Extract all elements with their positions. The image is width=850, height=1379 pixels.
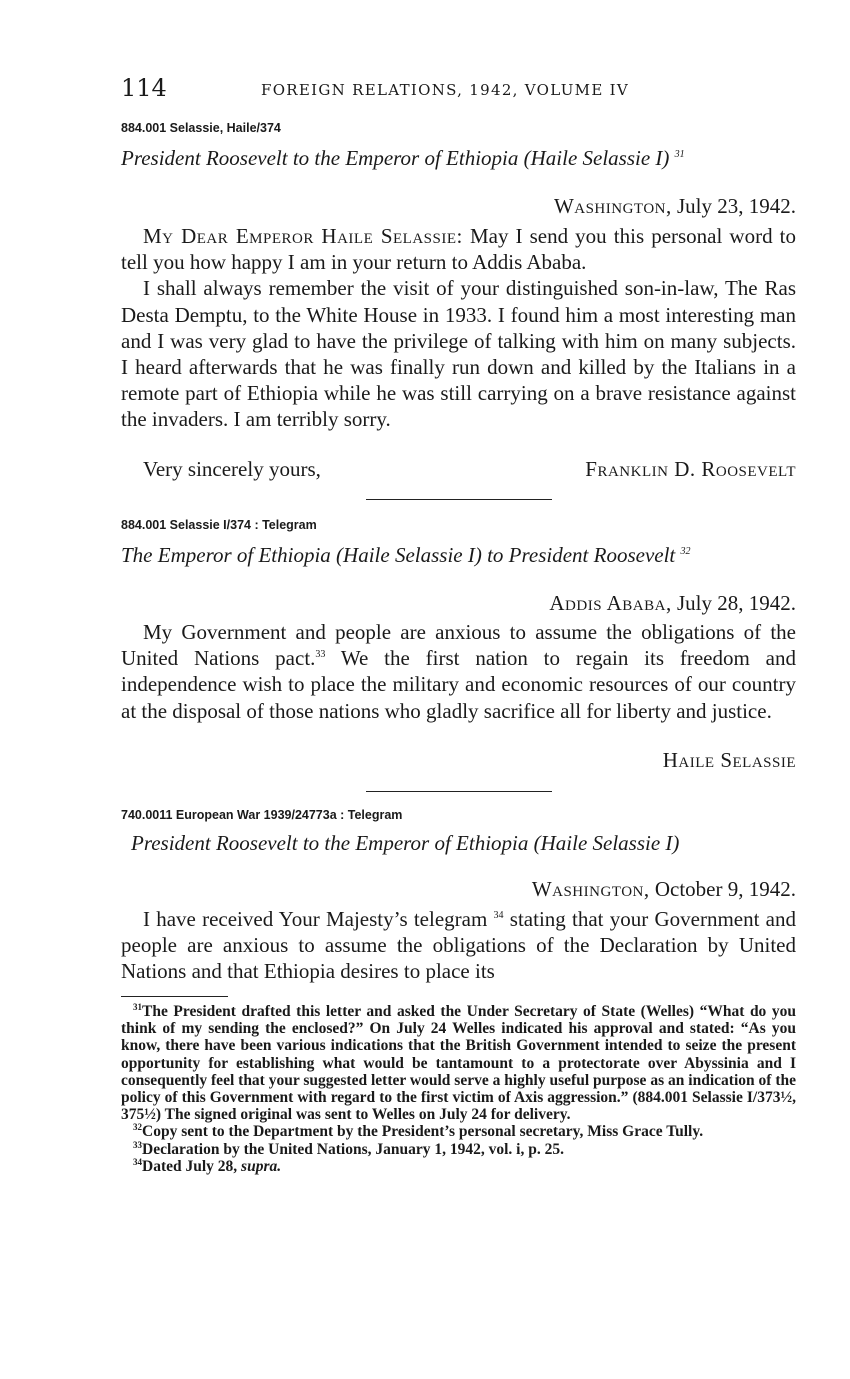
doc3-paragraph-1-text-a: I have received Your Majesty’s telegram	[143, 907, 488, 931]
doc1-dateline	[554, 194, 796, 219]
doc1-title-text: President Roosevelt to the Emperor of Ethiopia (Haile Selassie I)	[121, 146, 670, 170]
doc2-dateline-place: Addis Ababa,	[549, 591, 672, 615]
footnote-mark: 33	[133, 1139, 142, 1150]
footnote-ref-33: 33	[315, 649, 326, 661]
doc2-paragraph-1-text-a: My Government and people are anxious to assume the obligations of the United Nations pact.	[121, 620, 796, 671]
doc3-dateline-date: October 9, 1942.	[654, 877, 796, 901]
doc3-dateline	[532, 877, 796, 902]
doc1-closing-text: Very sincerely yours,	[143, 457, 321, 481]
doc2-title-text: The Emperor of Ethiopia (Haile Selassie I) to President Roosevelt	[121, 543, 676, 567]
doc1-signature: Franklin D. Roosevelt	[585, 457, 796, 481]
footnote-31	[121, 1003, 796, 1123]
doc1-paragraph-2: I shall always remember the visit of your distinguished son-in-law, The Ras Desta Demptu, to the White House in 1933. I found him a most interesting man and I was very glad to have the privilege of talking with him on many subjects. I heard afterwards that he was finally run down and killed by the Italians in a remote part of Ethiopia while he was still carrying on a brave resistance against the invaders. I am terribly sorry.	[121, 276, 796, 432]
footnote-divider	[121, 996, 228, 997]
footnote-text: Copy sent to the Department by the President’s personal secretary, Miss Grace Tully.	[142, 1123, 704, 1141]
doc1-paragraph-1	[121, 223, 796, 275]
footnote-text: Dated July 28,	[142, 1157, 242, 1175]
page-number: 114	[121, 74, 167, 102]
doc2-dateline-date: July 28, 1942.	[676, 591, 796, 615]
footnote-mark: 31	[133, 1001, 142, 1012]
doc3-dateline-place: Washington,	[531, 877, 650, 901]
footnote-32	[121, 1123, 796, 1140]
footnote-text: The President drafted this letter and asked the Under Secretary of State (Welles) “What do you think of my sending the enclosed?” On July 24 Welles indicated his approval and stated: “As you know, there have been various indications that the British Government intended to seize the present opportunity for establishing what would be tantamount to a protectorate over Abyssinia and I consequently feel that your suggested letter would serve a highly useful purpose as an indication of the policy of this Government with regard to the first victim of Axis aggression.” (884.001 Selassie I/373½, 375½) The signed original was sent to Welles on July 24 for delivery.	[121, 1003, 796, 1124]
footnote-mark: 34	[133, 1156, 142, 1167]
doc2-signature: Haile Selassie	[662, 748, 796, 772]
footnote-34	[121, 1158, 796, 1175]
footnote-ref-31: 31	[674, 149, 685, 160]
doc2-paragraph-1	[121, 619, 796, 724]
footnote-mark: 32	[133, 1122, 142, 1133]
footnote-text-italic: supra.	[241, 1157, 282, 1175]
doc2-paragraph-1-text-b: We the first nation to regain its freedom and independence wish to place the military and economic resources of our country at the disposal of those nations who gladly sacrifice all for liberty and justice.	[121, 646, 796, 723]
doc1-body	[121, 223, 796, 433]
doc1-dateline-date: July 23, 1942.	[676, 194, 796, 218]
footnotes	[121, 1003, 796, 1175]
doc3-paragraph-1	[121, 906, 796, 985]
doc2-title	[121, 543, 796, 568]
doc1-dateline-place: Washington,	[553, 194, 672, 218]
doc3-file-number: 740.0011 European War 1939/24773a : Telegram	[121, 808, 403, 822]
doc2-dateline	[549, 591, 796, 616]
doc2-body	[121, 619, 796, 724]
running-head	[121, 74, 796, 104]
doc1-paragraph-1-text: May I send you this personal word to tell you how happy I am in your return to Addis Ababa.	[121, 224, 797, 275]
section-divider	[366, 791, 552, 792]
footnote-ref-34: 34	[493, 910, 504, 921]
doc2-file-number: 884.001 Selassie I/374 : Telegram	[121, 518, 317, 532]
doc1-file-number: 884.001 Selassie, Haile/374	[121, 121, 281, 135]
doc1-closing	[143, 457, 796, 482]
doc1-title	[121, 146, 796, 171]
footnote-ref-32: 32	[680, 546, 691, 557]
doc3-title: President Roosevelt to the Emperor of Ethiopia (Haile Selassie I)	[131, 831, 680, 855]
running-title: FOREIGN RELATIONS, 1942, VOLUME IV	[261, 81, 629, 99]
doc3-paragraph-1-text-b: stating that your Government and people are anxious to assume the obligations of the Declaration by United Nations and that Ethiopia desires to place its	[121, 907, 796, 984]
section-divider	[366, 499, 552, 500]
footnote-33	[121, 1141, 796, 1158]
doc1-salutation: My Dear Emperor Haile Selassie:	[143, 224, 463, 248]
footnote-text: Declaration by the United Nations, January 1, 1942, vol. i, p. 25.	[142, 1140, 564, 1158]
doc3-body	[121, 906, 796, 985]
